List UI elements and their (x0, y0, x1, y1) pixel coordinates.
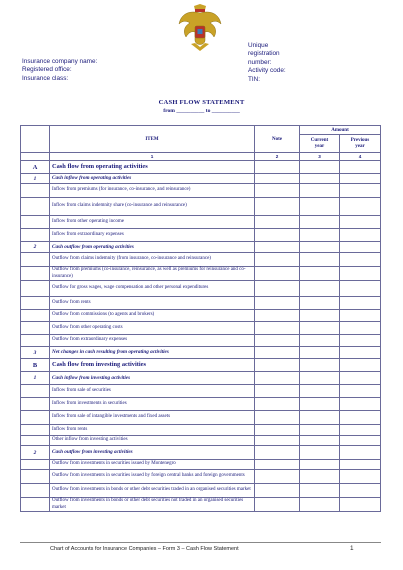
company-info-fields (22, 58, 97, 83)
table-row (21, 484, 381, 498)
insurance-class-label: Insurance class: (22, 74, 69, 82)
row-code: 3 (21, 347, 50, 359)
row-code (21, 436, 50, 446)
row-current-year-cell (299, 174, 339, 184)
row-previous-year-cell (339, 484, 380, 498)
row-current-year-cell (299, 310, 339, 322)
row-current-year-cell (299, 161, 339, 174)
column-number-2: 2 (254, 153, 299, 161)
row-previous-year-cell (339, 267, 380, 281)
row-note-cell (254, 253, 299, 267)
row-code (21, 425, 50, 436)
row-current-year-cell (299, 198, 339, 216)
row-current-year-cell (299, 267, 339, 281)
row-item-text: Outflow from investments in bonds or other debt securities not traded in an organised securities market (50, 498, 255, 512)
row-item-text: Outflow from rents (50, 297, 255, 310)
row-code (21, 460, 50, 470)
registration-label-line2: registration (248, 50, 280, 58)
row-previous-year-cell (339, 372, 380, 385)
table-row (21, 398, 381, 411)
row-current-year-cell (299, 359, 339, 372)
row-item-text: Cash inflow from investing activities (50, 372, 255, 385)
current-year-header (299, 135, 339, 153)
row-previous-year-cell (339, 253, 380, 267)
column-number-empty (21, 153, 50, 161)
row-item-text: Inflow from investments in securities (50, 398, 255, 411)
row-note-cell (254, 161, 299, 174)
row-previous-year-cell (339, 322, 380, 335)
row-item-text: Outflow for gross wages, wage compensation and other personal expenditures (50, 281, 255, 297)
row-previous-year-cell (339, 411, 380, 425)
cash-flow-table (20, 125, 381, 512)
table-row (21, 253, 381, 267)
row-item-text: Inflow from sale of intangible investments and fixed assets (50, 411, 255, 425)
current-year-header-line1: Current (310, 137, 329, 143)
row-current-year-cell (299, 436, 339, 446)
row-previous-year-cell (339, 310, 380, 322)
code-header (21, 126, 50, 153)
row-item-text: Outflow from commissions (to agents and brokers) (50, 310, 255, 322)
row-code (21, 484, 50, 498)
row-item-text: Outflow from investments in securities issued by foreign central banks and foreign governments (50, 470, 255, 484)
row-code (21, 267, 50, 281)
table-row (21, 359, 381, 372)
row-previous-year-cell (339, 385, 380, 398)
column-number-3: 3 (299, 153, 339, 161)
row-current-year-cell (299, 216, 339, 229)
row-previous-year-cell (339, 281, 380, 297)
row-item-text: Outflow from premiums (co-insurance, reinsurance, as well as premiums for reinsurance and co-insurance) (50, 267, 255, 281)
table-row (21, 411, 381, 425)
table-row (21, 335, 381, 347)
row-previous-year-cell (339, 335, 380, 347)
row-previous-year-cell (339, 425, 380, 436)
registration-label-line1: Unique (248, 42, 269, 49)
row-current-year-cell (299, 253, 339, 267)
row-current-year-cell (299, 297, 339, 310)
row-code (21, 253, 50, 267)
row-previous-year-cell (339, 242, 380, 253)
row-previous-year-cell (339, 229, 380, 242)
table-row (21, 425, 381, 436)
row-code (21, 398, 50, 411)
row-current-year-cell (299, 446, 339, 460)
row-note-cell (254, 322, 299, 335)
table-row (21, 470, 381, 484)
row-current-year-cell (299, 184, 339, 198)
row-previous-year-cell (339, 436, 380, 446)
row-note-cell (254, 310, 299, 322)
row-current-year-cell (299, 425, 339, 436)
row-current-year-cell (299, 411, 339, 425)
document-title: CASH FLOW STATEMENT (158, 99, 245, 106)
table-row (21, 297, 381, 310)
row-previous-year-cell (339, 216, 380, 229)
row-note-cell (254, 359, 299, 372)
company-name-label: Insurance company name: (22, 58, 98, 65)
row-current-year-cell (299, 470, 339, 484)
row-code: B (21, 359, 50, 372)
row-item-text: Outflow from claims indemnity (from insurance, co-insurance and reinsurance) (50, 253, 255, 267)
table-row (21, 372, 381, 385)
tin-label: TIN: (248, 75, 261, 83)
row-note-cell (254, 470, 299, 484)
row-code (21, 322, 50, 335)
row-code: 1 (21, 372, 50, 385)
row-current-year-cell (299, 322, 339, 335)
row-note-cell (254, 460, 299, 470)
row-item-text: Inflow from premiums (for insurance, co-insurance, and reinsurance) (50, 184, 255, 198)
row-note-cell (254, 385, 299, 398)
row-note-cell (254, 184, 299, 198)
row-item-text: Outflow from extraordinary expenses (50, 335, 255, 347)
row-item-text: Outflow from other operating costs (50, 322, 255, 335)
row-previous-year-cell (339, 184, 380, 198)
table-row (21, 161, 381, 174)
row-note-cell (254, 216, 299, 229)
row-note-cell (254, 484, 299, 498)
row-note-cell (254, 335, 299, 347)
row-current-year-cell (299, 281, 339, 297)
registered-office-label: Registered office: (22, 66, 72, 74)
row-previous-year-cell (339, 359, 380, 372)
row-current-year-cell (299, 398, 339, 411)
previous-year-header-line2: year (355, 143, 365, 149)
row-previous-year-cell (339, 470, 380, 484)
row-note-cell (254, 267, 299, 281)
period-label: from __________ to __________ (163, 108, 240, 114)
table-row (21, 198, 381, 216)
registration-label-line3: number: (248, 58, 272, 66)
row-note-cell (254, 347, 299, 359)
table-row (21, 436, 381, 446)
registration-info-fields (248, 42, 286, 84)
row-item-text: Inflow from extraordinary expenses (50, 229, 255, 242)
table-row (21, 281, 381, 297)
row-previous-year-cell (339, 297, 380, 310)
row-item-text: Net changes in cash resulting from operating activities (50, 347, 255, 359)
row-current-year-cell (299, 347, 339, 359)
table-row (21, 174, 381, 184)
row-code (21, 385, 50, 398)
item-header: ITEM (50, 126, 255, 153)
row-note-cell (254, 436, 299, 446)
row-code: 2 (21, 446, 50, 460)
row-note-cell (254, 198, 299, 216)
row-previous-year-cell (339, 446, 380, 460)
row-note-cell (254, 281, 299, 297)
row-code (21, 184, 50, 198)
row-current-year-cell (299, 335, 339, 347)
previous-year-header (339, 135, 380, 153)
row-code (21, 198, 50, 216)
row-code (21, 498, 50, 512)
row-code (21, 411, 50, 425)
activity-code-label: Activity code: (248, 67, 286, 75)
table-row (21, 267, 381, 281)
row-current-year-cell (299, 484, 339, 498)
row-item-text: Cash outflow from investing activities (50, 446, 255, 460)
row-note-cell (254, 372, 299, 385)
row-code (21, 335, 50, 347)
table-row (21, 446, 381, 460)
row-item-text: Outflow from investments in bonds or other debt securities traded in an organised securities market (50, 484, 255, 498)
row-current-year-cell (299, 229, 339, 242)
row-note-cell (254, 425, 299, 436)
row-previous-year-cell (339, 498, 380, 512)
current-year-header-line2: year (314, 143, 325, 149)
row-current-year-cell (299, 385, 339, 398)
row-item-text: Other inflow from investing activities (50, 436, 255, 446)
row-previous-year-cell (339, 347, 380, 359)
row-note-cell (254, 411, 299, 425)
table-row (21, 216, 381, 229)
row-note-cell (254, 242, 299, 253)
row-item-text: Inflow from other operating income (50, 216, 255, 229)
row-previous-year-cell (339, 198, 380, 216)
table-row (21, 322, 381, 335)
table-row (21, 229, 381, 242)
table-body (21, 161, 381, 512)
row-previous-year-cell (339, 398, 380, 411)
row-item-text: Cash flow from investing activities (50, 359, 255, 372)
table-row (21, 242, 381, 253)
row-note-cell (254, 297, 299, 310)
column-number-4: 4 (339, 153, 380, 161)
table-row (21, 498, 381, 512)
row-item-text: Cash inflow from operating activities (50, 174, 255, 184)
column-number-1: 1 (50, 153, 255, 161)
footer-divider (20, 542, 381, 543)
row-item-text: Cash outflow from operating activities (50, 242, 255, 253)
row-item-text: Cash flow from operating activities (50, 161, 255, 174)
row-current-year-cell (299, 372, 339, 385)
page-number: 1 (350, 545, 354, 552)
row-code: 2 (21, 242, 50, 253)
footer-text: Chart of Accounts for Insurance Companies – Form 3 – Cash Flow Statement (50, 546, 239, 552)
row-code: A (21, 161, 50, 174)
table-row (21, 310, 381, 322)
note-header: Note (254, 126, 299, 153)
table-row (21, 460, 381, 470)
row-note-cell (254, 498, 299, 512)
row-previous-year-cell (339, 174, 380, 184)
row-note-cell (254, 398, 299, 411)
row-code (21, 229, 50, 242)
row-current-year-cell (299, 498, 339, 512)
table-row (21, 385, 381, 398)
amount-header: Amount (299, 126, 380, 135)
row-item-text: Outflow from investments in securities issued by Montenegro (50, 460, 255, 470)
row-previous-year-cell (339, 161, 380, 174)
row-current-year-cell (299, 242, 339, 253)
row-item-text: Inflow from sale of securities (50, 385, 255, 398)
row-code (21, 297, 50, 310)
row-code (21, 281, 50, 297)
coat-of-arms-logo (177, 4, 223, 52)
row-note-cell (254, 229, 299, 242)
row-code (21, 310, 50, 322)
row-note-cell (254, 446, 299, 460)
row-code (21, 216, 50, 229)
row-note-cell (254, 174, 299, 184)
previous-year-header-line1: Previous (350, 137, 370, 143)
row-code (21, 470, 50, 484)
table-row (21, 184, 381, 198)
row-item-text: Inflow from claims indemnity share (co-insurance and reinsurance) (50, 198, 255, 216)
row-item-text: Inflow from rents (50, 425, 255, 436)
table-row (21, 347, 381, 359)
row-current-year-cell (299, 460, 339, 470)
row-previous-year-cell (339, 460, 380, 470)
row-code: 1 (21, 174, 50, 184)
